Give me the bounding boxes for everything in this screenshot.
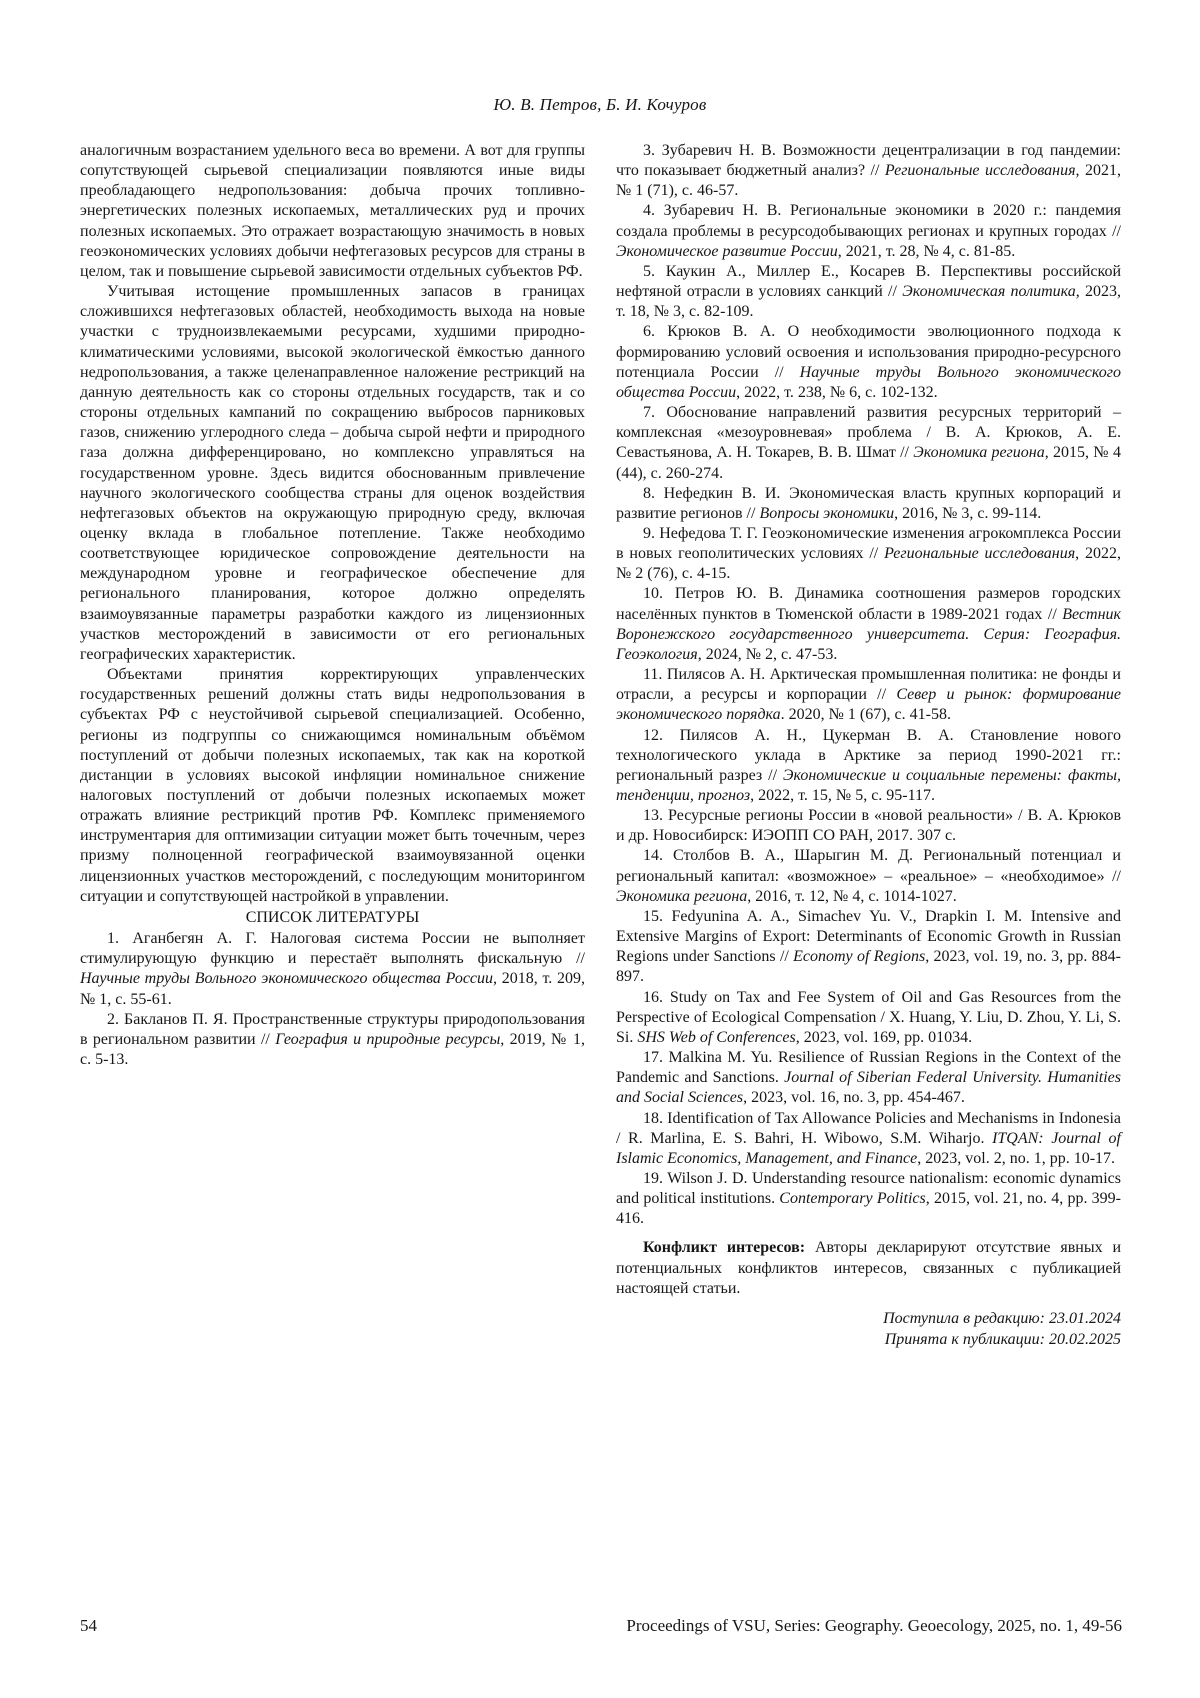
left-column xyxy=(80,141,585,1351)
reference-item: 1. Аганбегян А. Г. Налоговая система России не выполняет стимулирующую функцию и перестаёт выполнять фискальную // Научные труды Вольного экономического общества России, 2018, т. 209, № 1, с. 55-61. xyxy=(80,930,585,1008)
reference-item: 10. Петров Ю. В. Динамика соотношения размеров городских населённых пунктов в Тюменской области в 1989-2021 годах // Вестник Воронежского государственного университета. Серия: География. Геоэкология, 2024, № 2, с. 47-53. xyxy=(616,585,1121,663)
reference-item: 13. Ресурсные регионы России в «новой реальности» / В. А. Крюков и др. Новосибирск: ИЭОПП СО РАН, 2017. 307 с. xyxy=(616,807,1121,845)
journal-footer-line: Proceedings of VSU, Series: Geography. Geoecology, 2025, no. 1, 49-56 xyxy=(626,1616,1122,1635)
references-list-right xyxy=(616,141,1121,1229)
reference-item: 9. Нефедова Т. Г. Геоэкономические изменения агрокомплекса России в новых геополитических условиях // Региональные исследования, 2022, № 2 (76), с. 4-15. xyxy=(616,524,1122,583)
submission-dates xyxy=(616,1309,1121,1351)
reference-item: 15. Fedyunina A. A., Simachev Yu. V., Drapkin I. M. Intensive and Extensive Margins of Export: Determinants of Economic Growth in Russian Regions under Sanctions // Economy of Regions, 2023, vol. 19, no. 3, pp. 884-897. xyxy=(616,907,1121,986)
body-paragraph: аналогичным возрастанием удельного веса во времени. А вот для группы сопутствующей сырьевой специализации появляются иные виды преобладающего недропользования: добыча прочих топливно-энергетических полезных ископаемых, металлических руд и прочих полезных ископаемых. Это отражает возрастающую значимость в новых геоэкономических условиях добычи нефтегазовых ресурсов для страны в целом, так и повышение сырьевой зависимости отдельных субъектов РФ. xyxy=(80,142,585,280)
body-paragraph: Объектами принятия корректирующих управленческих государственных решений должны стать виды недропользования в субъектах РФ с неустойчивой сырьевой специализацией. Особенно, регионы из подгруппы со снижающимся номинальным объёмом поступлений от добычи полезных ископаемых, так как на короткой дистанции в условиях высокой инфляции номинальное снижение налоговых поступлений от добычи полезных ископаемых может отражать влияние рестрикций против РФ. Комплекс применяемого инструментария для оптимизации ситуации может быть точечным, через призму полноценной географической взаимоувязанной оценки лицензионных участков месторождений, с последующим мониторингом ситуации и сопутствующей настройкой в управлении. xyxy=(80,666,585,905)
reference-item: 19. Wilson J. D. Understanding resource nationalism: economic dynamics and political institutions. Contemporary Politics, 2015, vol. 21, no. 4, pp. 399-416. xyxy=(616,1169,1121,1228)
reference-item: 5. Каукин А., Миллер Е., Косарев В. Перспективы российской нефтяной отрасли в условиях санкций // Экономическая политика, 2023, т. 18, № 3, с. 82-109. xyxy=(616,262,1122,321)
conflict-of-interest-paragraph: Конфликт интересов: Авторы декларируют отсутствие явных и потенциальных конфликтов интересов, связанных с публикацией настоящей статьи. xyxy=(616,1239,1122,1297)
reference-item: 6. Крюков В. А. О необходимости эволюционного подхода к формированию условий освоения и использования природно-ресурсного потенциала России // Научные труды Вольного экономического общества России, 2022, т. 238, № 6, с. 102-132. xyxy=(616,323,1122,401)
right-column xyxy=(616,141,1121,1351)
reference-item: 4. Зубаревич Н. В. Региональные экономики в 2020 г.: пандемия создала проблемы в ресурсодобывающих регионах и крупных городах // Экономическое развитие России, 2021, т. 28, № 4, с. 81-85. xyxy=(616,202,1121,260)
reference-item: 2. Бакланов П. Я. Пространственные структуры природопользования в региональном развитии // География и природные ресурсы, 2019, № 1, с. 5-13. xyxy=(80,1010,585,1069)
body-paragraphs xyxy=(80,141,585,907)
reference-item: 7. Обоснование направлений развития ресурсных территорий – комплексная «мезоуровневая» проблема / В. А. Крюков, А. Е. Севастьянова, А. Н. Токарев, В. В. Шмат // Экономика региона, 2015, № 4 (44), с. 260-274. xyxy=(616,404,1121,482)
reference-item: 12. Пилясов А. Н., Цукерман В. А. Становление нового технологического уклада в Арктике за период 1990-2021 гг.: региональный разрез // Экономические и социальные перемены: факты, тенденции, прогноз, 2022, т. 15, № 5, с. 95-117. xyxy=(616,726,1121,804)
reference-item: 3. Зубаревич Н. В. Возможности децентрализации в год пандемии: что показывает бюджетный анализ? // Региональные исследования, 2021, № 1 (71), с. 46-57. xyxy=(616,142,1121,200)
received-date: Поступила в редакцию: 23.01.2024 xyxy=(883,1309,1121,1327)
reference-item: 11. Пилясов А. Н. Арктическая промышленная политика: не фонды и отрасли, а ресурсы и корпорации // Север и рынок: формирование экономического порядка. 2020, № 1 (67), с. 41-58. xyxy=(616,666,1122,724)
reference-item: 17. Malkina M. Yu. Resilience of Russian Regions in the Context of the Pandemic and Sanctions. Journal of Siberian Federal University. Humanities and Social Sciences, 2023, vol. 16, no. 3, pp. 454-467. xyxy=(616,1049,1122,1107)
running-head-authors: Ю. В. Петров, Б. И. Кочуров xyxy=(493,95,707,114)
page-number: 54 xyxy=(80,1616,97,1635)
references-list-left xyxy=(80,929,585,1070)
reference-item: 14. Столбов В. А., Шарыгин М. Д. Региональный потенциал и региональный капитал: «возможное» – «реальное» – «необходимое» // Экономика региона, 2016, т. 12, № 4, с. 1014-1027. xyxy=(616,847,1121,905)
two-column-layout xyxy=(80,141,1122,1351)
references-heading: СПИСОК ЛИТЕРАТУРЫ xyxy=(245,908,420,926)
body-paragraph: Учитывая истощение промышленных запасов в границах сложившихся нефтегазовых областей, необходимость выхода на новые участки с трудноизвлекаемыми ресурсами, худшими природно-климатическими условиями, высокой экологической ёмкостью данного недропользования, а также целенаправленное наложение рестрикций на данную деятельность как со стороны отдельных государств, так и со стороны отдельных кампаний по сокращению выбросов парниковых газов, снижению углеродного следа – добыча сырой нефти и природного газа должна дифференцировано, но комплексно управляться на государственном уровне. Здесь видится обоснованным привлечение научного экологического сообщества страны для оценок воздействия нефтегазовых объектов на окружающую природную среду, включая оценку вклада в глобальное потепление. Также необходимо соответствующее юридическое сопровождение деятельности на международном уровне и географическое обеспечение для регионального планирования, которое должно определять взаимоувязанные параметры разработки каждого из лицензионных участков месторождений в зависимости от его региональных географических характеристик. xyxy=(80,283,585,663)
accepted-date: Принята к публикации: 20.02.2025 xyxy=(884,1330,1121,1348)
reference-item: 18. Identification of Tax Allowance Policies and Mechanisms in Indonesia / R. Marlina, E. S. Bahri, H. Wibowo, S.M. Wiharjo. ITQAN: Journal of Islamic Economics, Management, and Finance, 2023, vol. 2, no. 1, pp. 10-17. xyxy=(616,1109,1121,1167)
reference-item: 8. Нефедкин В. И. Экономическая власть крупных корпораций и развитие регионов // Вопросы экономики, 2016, № 3, с. 99-114. xyxy=(616,484,1121,522)
page-footer xyxy=(80,1616,1122,1636)
reference-item: 16. Study on Tax and Fee System of Oil and Gas Resources from the Perspective of Ecological Compensation / X. Huang, Y. Liu, D. Zhou, Y. Li, S. Si. SHS Web of Conferences, 2023, vol. 169, pp. 01034. xyxy=(616,988,1121,1046)
